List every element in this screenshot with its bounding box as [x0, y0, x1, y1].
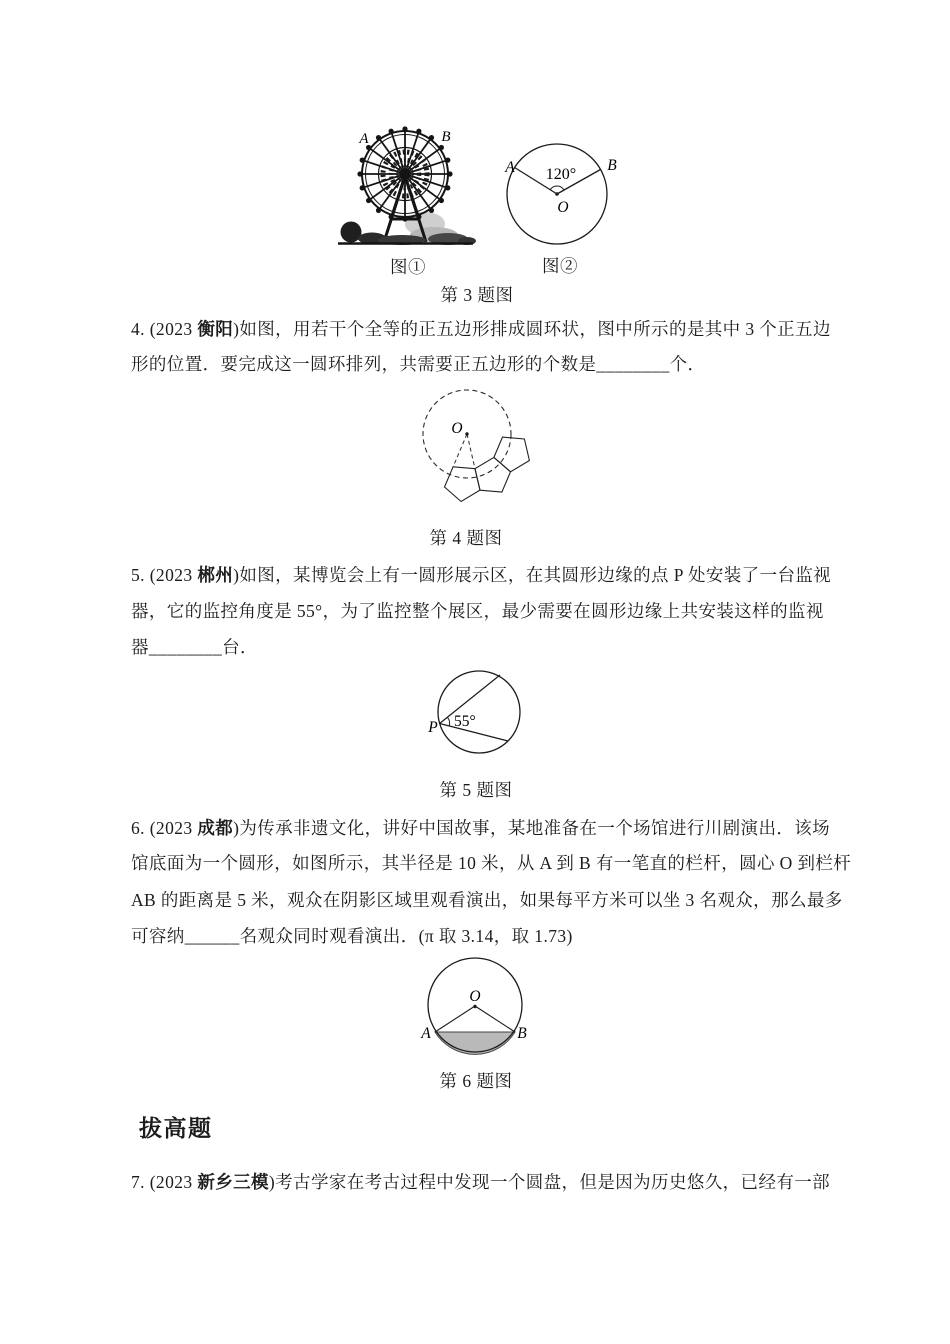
- section-title: 拔高题: [139, 1115, 213, 1141]
- question7-text: )考古学家在考古过程中发现一个圆盘，但是因为历史悠久，已经有一部: [268, 1172, 831, 1192]
- question5-text: )如图，某博览会上有一圆形展示区，在其圆形边缘的点 P 处安装了一台监视: [233, 565, 832, 585]
- shaded-segment-figure: [400, 955, 550, 1067]
- question6-line2: 馆底面为一个圆形，如图所示，其半径是 10 米，从 A 到 B 有一笔直的栏杆，圆心 O 到栏杆: [131, 853, 852, 873]
- center-dot: [465, 432, 468, 435]
- pentagon-3: [494, 437, 530, 472]
- question5-line3: 器________台．: [131, 637, 258, 657]
- question4-number: 4. (2023: [131, 319, 198, 339]
- question4-line2: 形的位置．要完成这一圆环排列，共需要正五边形的个数是________个．: [131, 354, 706, 374]
- ferris-wheel-figure: [330, 124, 480, 250]
- question4-text: )如图，用若干个全等的正五边形排成圆环状，图中所示的是其中 3 个正五边: [233, 319, 831, 339]
- question6-line3: AB 的距离是 5 米，观众在阴影区域里观看演出，如果每平方米可以坐 3 名观众，那么最多: [131, 890, 843, 910]
- question6-line1: [131, 816, 831, 840]
- question6-source: 成都: [197, 818, 234, 838]
- question7-line1: [131, 1170, 831, 1194]
- center-dot: [473, 1005, 476, 1008]
- question4-figure-caption: 第 4 题图: [429, 528, 503, 548]
- pentagon-ring-figure: [380, 385, 570, 515]
- point-a-label: A: [359, 131, 369, 147]
- question7-number: 7. (2023: [131, 1172, 198, 1192]
- fig2-caption: 图②: [542, 256, 578, 276]
- pentagon-1: [445, 467, 481, 502]
- question6-figure-caption: 第 6 题图: [439, 1071, 513, 1091]
- question5-number: 5. (2023: [131, 565, 198, 585]
- center-o-label: O: [557, 199, 569, 216]
- central-angle-figure: [490, 135, 630, 257]
- radius-oa: [435, 1006, 475, 1032]
- question5-line2: 器，它的监控角度是 55°，为了监控整个展区，最少需要在圆形边缘上共安装这样的监视: [131, 601, 824, 621]
- question7-source: 新乡三模: [197, 1172, 269, 1192]
- camera-angle-figure: [410, 662, 550, 772]
- point-b-label: B: [517, 1025, 527, 1042]
- center-dot: [555, 192, 559, 196]
- question5-line1: [131, 563, 831, 587]
- point-b-label: B: [441, 129, 451, 145]
- point-p-label: P: [428, 719, 438, 736]
- question6-number: 6. (2023: [131, 818, 198, 838]
- center-o-label: O: [469, 988, 481, 1005]
- question5-source: 郴州: [197, 565, 234, 585]
- angle-value-label: 55°: [454, 713, 476, 730]
- point-b-label: B: [607, 157, 617, 174]
- angle-arc: [550, 186, 564, 190]
- question6-text: )为传承非遗文化，讲好中国故事，某地准备在一个场馆进行川剧演出．该场: [233, 818, 831, 838]
- question6-line4: 可容纳______名观众同时观看演出．(π 取 3.14，取 1.73): [131, 926, 573, 946]
- question3-figure-caption: 第 3 题图: [440, 285, 514, 305]
- question4-source: 衡阳: [197, 319, 234, 339]
- angle-value-label: 120°: [545, 166, 577, 183]
- radius-ob: [475, 1006, 515, 1032]
- question5-figure-caption: 第 5 题图: [439, 780, 513, 800]
- point-a-label: A: [505, 159, 515, 176]
- center-o-label: O: [451, 420, 463, 437]
- fig1-caption: 图①: [390, 257, 426, 277]
- point-a-label: A: [421, 1025, 431, 1042]
- dashed-wedge-lines: [453, 434, 475, 469]
- angle-arc: [447, 717, 449, 726]
- question4-line1: [131, 317, 831, 341]
- pentagon-2: [475, 457, 511, 492]
